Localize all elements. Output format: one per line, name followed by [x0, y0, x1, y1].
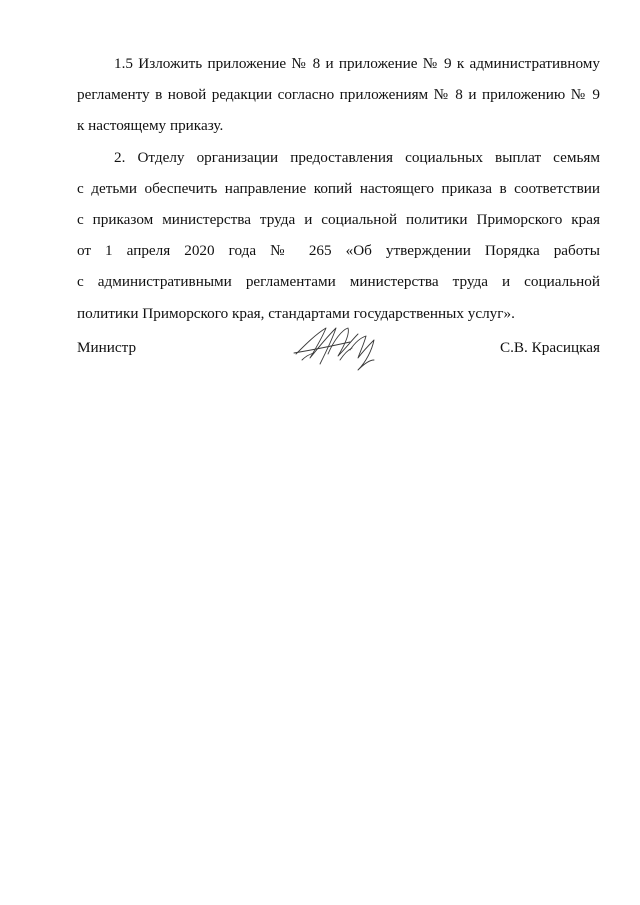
paragraph-line: от 1 апреля 2020 года № 265 «Об утверждении Порядка работы [77, 242, 600, 260]
paragraph-line: к настоящему приказу. [77, 117, 224, 135]
paragraph-line: с приказом министерства труда и социальной политики Приморского края [77, 211, 600, 229]
paragraph-line: политики Приморского края, стандартами государственных услуг». [77, 304, 515, 322]
signer-position: Министр [77, 339, 137, 356]
paragraph-line: 1.5 Изложить приложение № 8 и приложение № 9 к административному [114, 55, 600, 72]
paragraph-line: с детьми обеспечить направление копий настоящего приказа в соответствии [77, 179, 600, 197]
paragraph-line: с административными регламентами министерства труда и социальной [77, 273, 600, 291]
handwritten-signature [292, 320, 387, 375]
paragraph-2 [77, 142, 600, 329]
signature-block [77, 320, 600, 380]
paragraph-line: 2. Отделу организации предоставления социальных выплат семьям [114, 148, 600, 166]
document-body [77, 48, 600, 329]
paragraph-1-5 [77, 48, 600, 142]
paragraph-line: регламенту в новой редакции согласно приложениям № 8 и приложению № 9 [77, 86, 600, 104]
signer-name: С.В. Красицкая [500, 339, 600, 356]
